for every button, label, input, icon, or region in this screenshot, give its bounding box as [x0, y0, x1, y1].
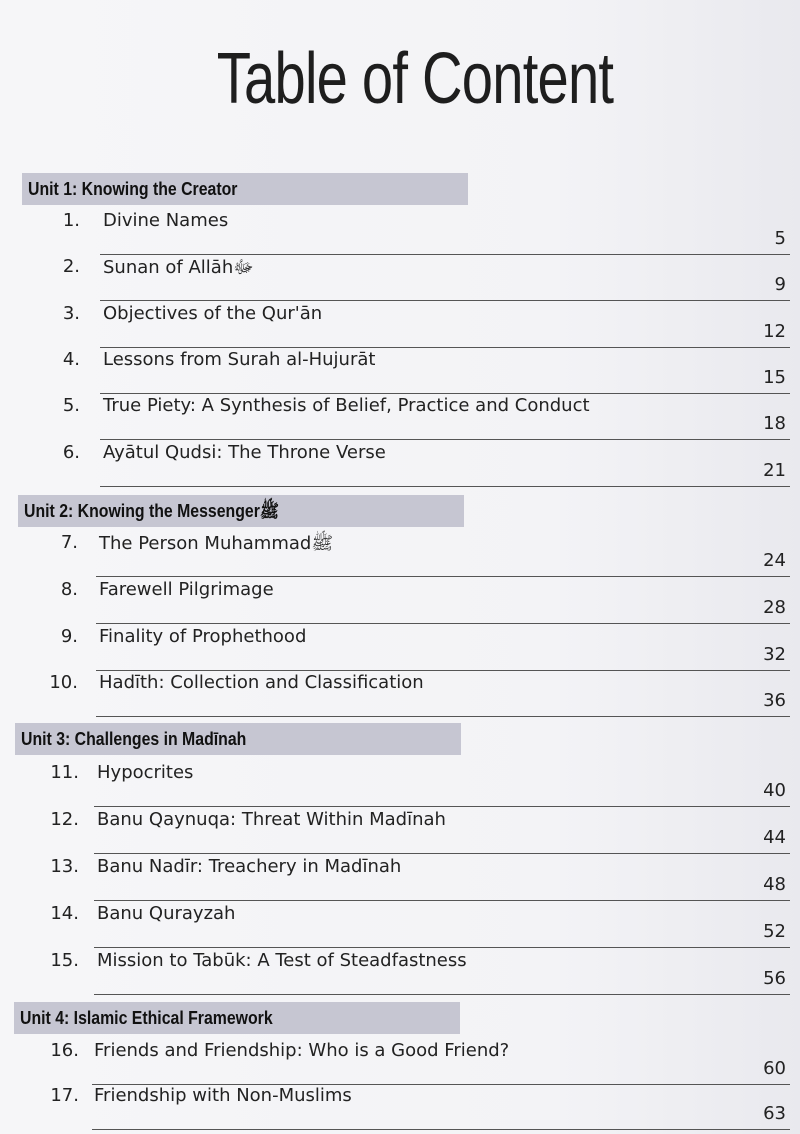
entry-page-number: 28	[763, 597, 786, 618]
entry-number: 16.	[50, 1040, 79, 1061]
entry-page-number: 18	[763, 413, 786, 434]
toc-entry[interactable]	[0, 256, 800, 302]
entry-underline	[94, 853, 790, 854]
entry-number: 6.	[62, 442, 80, 463]
entry-number: 10.	[49, 672, 78, 693]
entry-title: Lessons from Surah al-Hujurāt	[103, 349, 376, 370]
entry-title: Ayātul Qudsi: The Throne Verse	[103, 442, 386, 463]
entry-underline	[96, 576, 790, 577]
entry-number: 5.	[62, 395, 80, 416]
toc-entry[interactable]	[0, 950, 800, 996]
toc-entry[interactable]	[0, 579, 800, 625]
entry-page-number: 52	[763, 921, 786, 942]
toc-entry[interactable]	[0, 903, 800, 949]
toc-entry[interactable]	[0, 349, 800, 395]
unit-header	[14, 1002, 460, 1034]
entry-title: True Piety: A Synthesis of Belief, Practice and Conduct	[103, 395, 590, 416]
entry-underline	[100, 486, 790, 487]
entry-number: 11.	[50, 762, 79, 783]
entry-number: 9.	[60, 626, 78, 647]
entry-title: Finality of Prophethood	[99, 626, 307, 647]
entry-page-number: 24	[763, 550, 786, 571]
toc-entry[interactable]	[0, 809, 800, 855]
toc-entry[interactable]	[0, 395, 800, 441]
toc-entry[interactable]	[0, 303, 800, 349]
entry-underline	[100, 393, 790, 394]
entry-title: Sunan of Allāhﷻ	[103, 257, 254, 278]
unit-label: Unit 1: Knowing the Creator	[28, 179, 238, 199]
entry-page-number: 32	[763, 644, 786, 665]
toc-entry[interactable]	[0, 1040, 800, 1086]
entry-page-number: 12	[763, 321, 786, 342]
entry-number: 1.	[62, 210, 80, 231]
entry-page-number: 63	[763, 1103, 786, 1124]
entry-underline	[92, 1129, 790, 1130]
entry-number: 2.	[62, 256, 80, 277]
entry-title: Friends and Friendship: Who is a Good Friend?	[94, 1040, 510, 1061]
toc-entry[interactable]	[0, 626, 800, 672]
unit-header	[18, 495, 464, 527]
unit-label: Unit 3: Challenges in Madīnah	[21, 729, 247, 749]
entry-page-number: 56	[763, 968, 786, 989]
entry-underline	[94, 947, 790, 948]
entry-page-number: 36	[763, 690, 786, 711]
entry-underline	[100, 254, 790, 255]
entry-title: Banu Nadīr: Treachery in Madīnah	[97, 856, 402, 877]
unit-label: Unit 2: Knowing the Messengerﷺ	[24, 501, 280, 521]
entry-number: 14.	[50, 903, 79, 924]
entry-underline	[100, 347, 790, 348]
entry-number: 8.	[60, 579, 78, 600]
entry-page-number: 9	[774, 274, 786, 295]
entry-underline	[96, 623, 790, 624]
toc-entry[interactable]	[0, 210, 800, 256]
toc-entry[interactable]	[0, 532, 800, 578]
entry-page-number: 15	[763, 367, 786, 388]
entry-number: 12.	[50, 809, 79, 830]
toc-entry[interactable]	[0, 672, 800, 718]
entry-title: Banu Qaynuqa: Threat Within Madīnah	[97, 809, 446, 830]
entry-title: Mission to Tabūk: A Test of Steadfastness	[97, 950, 467, 971]
entry-title: Friendship with Non-Muslims	[94, 1085, 352, 1106]
entry-underline	[100, 439, 790, 440]
unit-label: Unit 4: Islamic Ethical Framework	[20, 1008, 273, 1028]
entry-page-number: 5	[774, 228, 786, 249]
entry-underline	[96, 670, 790, 671]
entry-page-number: 21	[763, 460, 786, 481]
entry-title: Banu Qurayzah	[97, 903, 236, 924]
entry-number: 17.	[50, 1085, 79, 1106]
toc-entry[interactable]	[0, 856, 800, 902]
entry-title: Farewell Pilgrimage	[99, 579, 274, 600]
entry-underline	[100, 300, 790, 301]
entry-page-number: 44	[763, 827, 786, 848]
entry-title: Hypocrites	[97, 762, 194, 783]
entry-number: 13.	[50, 856, 79, 877]
entry-title: Objectives of the Qur'ān	[103, 303, 323, 324]
entry-page-number: 48	[763, 874, 786, 895]
entry-underline	[96, 716, 790, 717]
unit-header	[22, 173, 468, 205]
entry-title: The Person Muhammadﷺ	[99, 533, 334, 554]
entry-page-number: 60	[763, 1058, 786, 1079]
entry-number: 7.	[60, 532, 78, 553]
toc-entry[interactable]	[0, 1085, 800, 1131]
entry-underline	[94, 806, 790, 807]
entry-page-number: 40	[763, 780, 786, 801]
entry-number: 3.	[62, 303, 80, 324]
unit-header	[15, 723, 461, 755]
toc-entry[interactable]	[0, 762, 800, 808]
entry-number: 15.	[50, 950, 79, 971]
page-title: Table of Content	[216, 39, 614, 119]
entry-title: Hadīth: Collection and Classification	[99, 672, 424, 693]
entry-underline	[94, 994, 790, 995]
entry-title: Divine Names	[103, 210, 229, 231]
entry-number: 4.	[62, 349, 80, 370]
toc-entry[interactable]	[0, 442, 800, 488]
entry-underline	[94, 900, 790, 901]
